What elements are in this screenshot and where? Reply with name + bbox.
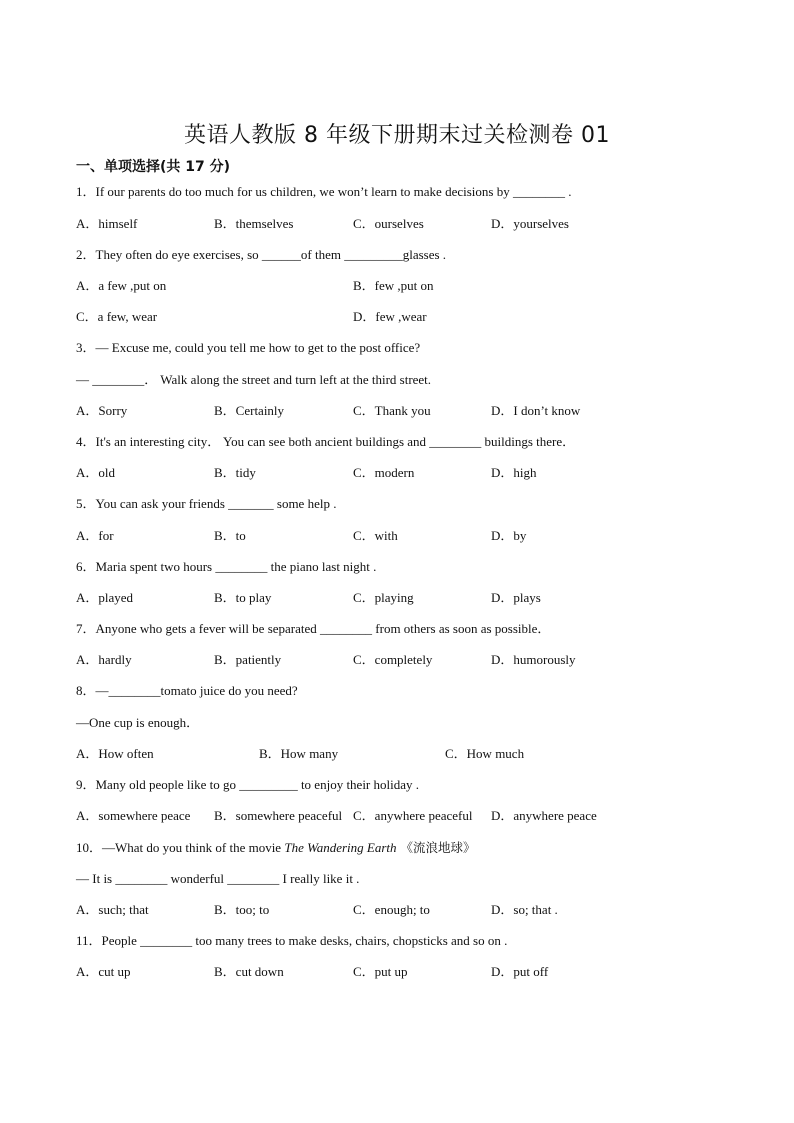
question-11-option-a[interactable]: A．cut up	[76, 964, 131, 979]
question-4-stem: 4．It's an interesting city． You can see both ancient buildings and ________ buildings there．	[76, 434, 576, 449]
question-9-option-a[interactable]: A．somewhere peace	[76, 808, 191, 823]
question-4-option-b[interactable]: B．tidy	[214, 465, 256, 480]
question-6-stem: 6．Maria spent two hours ________ the piano last night .	[76, 559, 377, 574]
question-10-option-b[interactable]: B．too; to	[214, 902, 270, 917]
question-10-option-d[interactable]: D．so; that .	[491, 902, 558, 917]
question-8-stem-line-2: —One cup is enough．	[76, 715, 200, 730]
question-7-option-d[interactable]: D．humorously	[491, 652, 576, 667]
question-5-option-d[interactable]: D．by	[491, 528, 527, 543]
question-6-option-c[interactable]: C．playing	[353, 590, 414, 605]
question-3-option-b[interactable]: B．Certainly	[214, 403, 285, 418]
question-2-option-d[interactable]: D．few ,wear	[353, 309, 427, 324]
question-8-stem: 8．—________tomato juice do you need?	[76, 683, 298, 698]
question-7-option-c[interactable]: C．completely	[353, 652, 433, 667]
question-3-option-c[interactable]: C．Thank you	[353, 403, 431, 418]
question-1-option-a[interactable]: A．himself	[76, 216, 138, 231]
question-7-stem: 7．Anyone who gets a fever will be separated ________ from others as soon as possible．	[76, 621, 551, 636]
movie-title: The Wandering Earth	[284, 840, 397, 855]
question-7-option-b[interactable]: B．patiently	[214, 652, 282, 667]
question-10-option-a[interactable]: A．such; that	[76, 902, 149, 917]
question-4-option-d[interactable]: D．high	[491, 465, 537, 480]
question-9-option-b[interactable]: B．somewhere peaceful	[214, 808, 343, 823]
question-10-option-c[interactable]: C．enough; to	[353, 902, 430, 917]
question-10-stem-prefix: 10．—What do you think of the movie	[76, 840, 285, 855]
question-2-stem: 2．They often do eye exercises, so ______of them _________glasses .	[76, 247, 447, 262]
question-11-option-b[interactable]: B．cut down	[214, 964, 284, 979]
question-11-stem: 11．People ________ too many trees to make desks, chairs, chopsticks and so on .	[76, 933, 508, 948]
question-6-option-a[interactable]: A．played	[76, 590, 134, 605]
question-1-option-b[interactable]: B．themselves	[214, 216, 294, 231]
question-2-option-c[interactable]: C．a few, wear	[76, 309, 158, 324]
question-3-option-a[interactable]: A．Sorry	[76, 403, 128, 418]
question-7-option-a[interactable]: A．hardly	[76, 652, 132, 667]
question-1-option-c[interactable]: C．ourselves	[353, 216, 424, 231]
question-10-stem-suffix: 《流浪地球》	[396, 840, 476, 855]
question-11-option-c[interactable]: C．put up	[353, 964, 408, 979]
question-2-option-b[interactable]: B．few ,put on	[353, 278, 434, 293]
question-4-option-c[interactable]: C．modern	[353, 465, 415, 480]
question-10-stem-line-2: — It is ________ wonderful ________ I really like it .	[76, 871, 360, 886]
question-6-option-d[interactable]: D．plays	[491, 590, 541, 605]
question-5-option-b[interactable]: B．to	[214, 528, 246, 543]
question-6-option-b[interactable]: B．to play	[214, 590, 272, 605]
question-2-option-a[interactable]: A．a few ,put on	[76, 278, 167, 293]
question-5-stem: 5．You can ask your friends _______ some help .	[76, 496, 337, 511]
page-title: 英语人教版 8 年级下册期末过关检测卷 01	[184, 123, 610, 148]
question-8-option-a[interactable]: A．How often	[76, 746, 154, 761]
question-11-option-d[interactable]: D．put off	[491, 964, 549, 979]
question-3-option-d[interactable]: D．I don’t know	[491, 403, 581, 418]
question-3-stem-line-2: — ________． Walk along the street and turn left at the third street.	[76, 372, 432, 387]
question-9-option-d[interactable]: D．anywhere peace	[491, 808, 597, 823]
question-1-stem: 1．If our parents do too much for us children, we won’t learn to make decisions by ________ .	[76, 184, 572, 199]
section-heading: 一、单项选择(共 17 分)	[76, 159, 231, 175]
question-8-option-c[interactable]: C．How much	[445, 746, 525, 761]
question-1-option-d[interactable]: D．yourselves	[491, 216, 569, 231]
question-3-stem: 3．— Excuse me, could you tell me how to get to the post office?	[76, 340, 421, 355]
question-10-stem	[76, 840, 476, 856]
question-5-option-a[interactable]: A．for	[76, 528, 114, 543]
question-9-option-c[interactable]: C．anywhere peaceful	[353, 808, 473, 823]
question-9-stem: 9．Many old people like to go _________ to enjoy their holiday .	[76, 777, 420, 792]
question-4-option-a[interactable]: A．old	[76, 465, 116, 480]
question-8-option-b[interactable]: B．How many	[259, 746, 339, 761]
question-5-option-c[interactable]: C．with	[353, 528, 398, 543]
